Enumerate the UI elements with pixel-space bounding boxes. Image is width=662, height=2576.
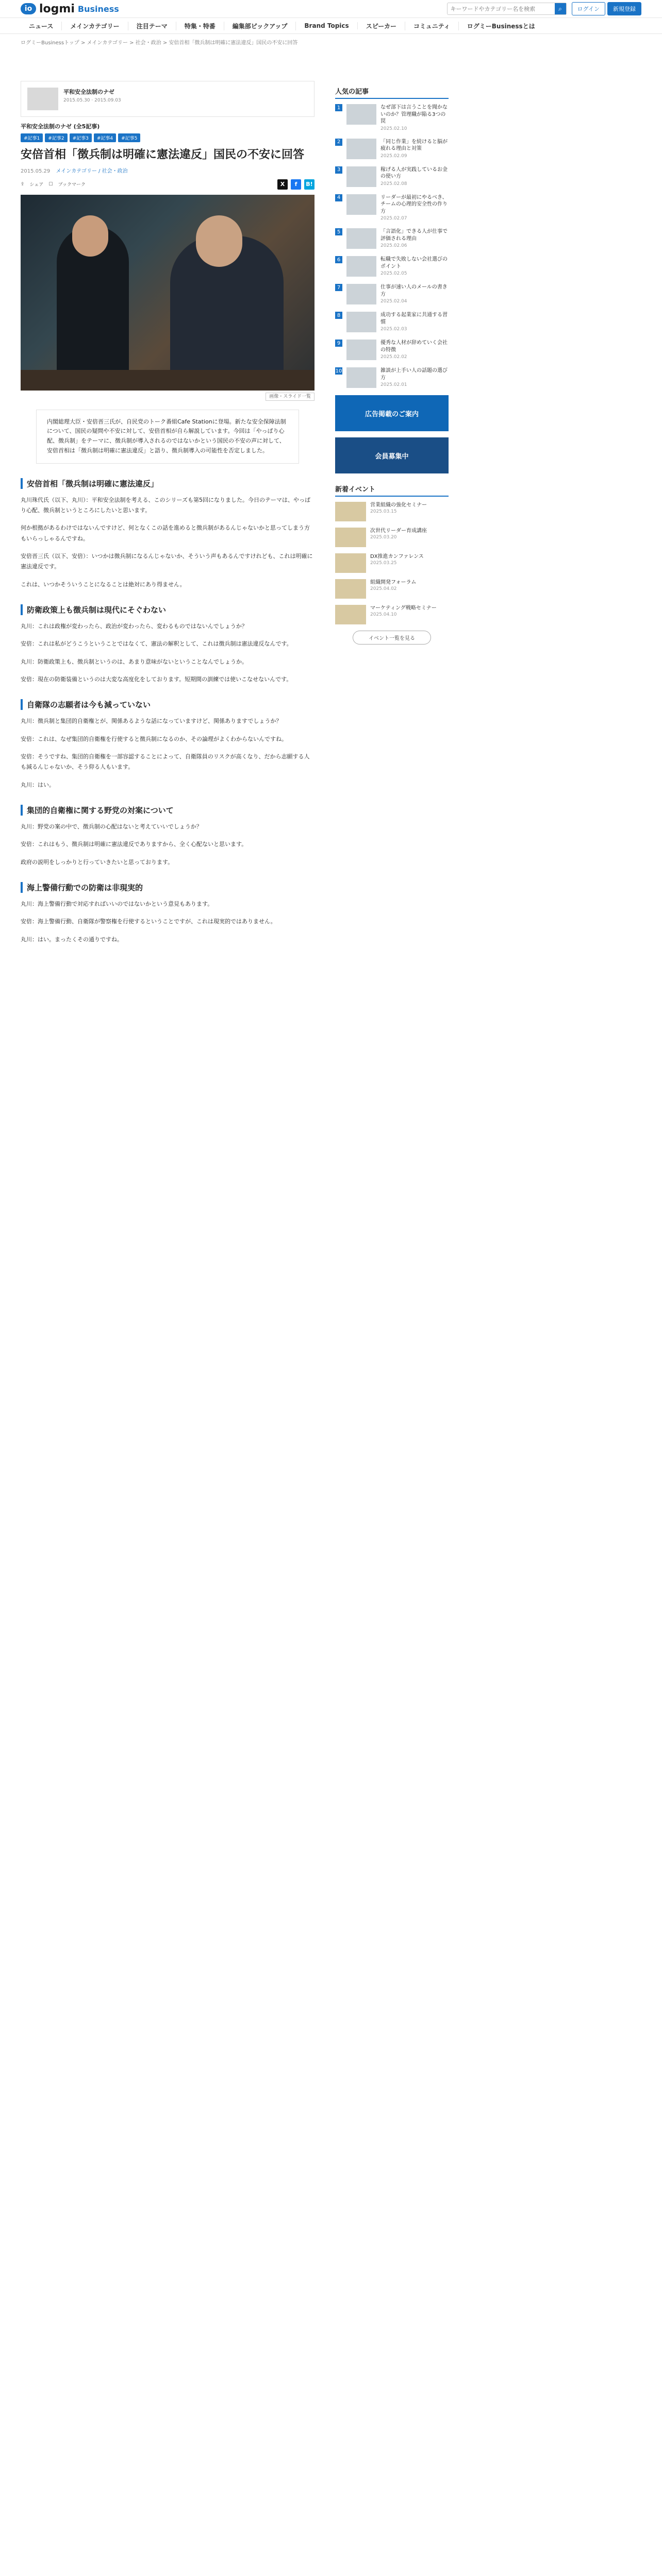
section-heading: 防衛政策上も徴兵制は現代にそぐわない bbox=[21, 604, 315, 615]
paragraph: 安倍：現在の防衛装備というのは大変な高度化をしております。短期間の訓練では使いこなせないんです。 bbox=[21, 675, 292, 683]
rank-title: 仕事が速い人のメールの書き方 bbox=[380, 284, 448, 297]
rank-thumbnail bbox=[346, 312, 376, 332]
ranking-item[interactable] bbox=[335, 284, 449, 304]
tag-article-2[interactable]: #記事2 bbox=[45, 133, 67, 142]
tag-article-3[interactable]: #記事3 bbox=[70, 133, 92, 142]
rank-thumbnail bbox=[346, 284, 376, 304]
ranking-item[interactable] bbox=[335, 228, 449, 249]
rank-number: 8 bbox=[335, 312, 342, 319]
events-more-button[interactable]: イベント一覧を見る bbox=[353, 631, 431, 645]
series-banner-title: 平和安全法制のナゼ bbox=[63, 89, 114, 95]
ranking-item[interactable] bbox=[335, 139, 449, 159]
event-thumbnail bbox=[335, 553, 366, 573]
rank-title: 優秀な人材が辞めていく会社の特徴 bbox=[380, 340, 448, 353]
rank-thumbnail bbox=[346, 367, 376, 388]
rank-number: 7 bbox=[335, 284, 342, 291]
nav-item-speakers[interactable]: スピーカー bbox=[358, 22, 405, 30]
header bbox=[0, 0, 662, 18]
photo-table bbox=[21, 370, 315, 391]
login-button[interactable]: ログイン bbox=[572, 2, 605, 15]
share-label[interactable]: シェア bbox=[29, 182, 44, 188]
article-date: 2015.05.29 bbox=[21, 168, 51, 174]
facebook-share-icon[interactable]: f bbox=[291, 179, 301, 190]
rank-date: 2025.02.02 bbox=[380, 354, 407, 360]
paragraph: 安倍晋三氏（以下、安倍）：いつかは徴兵制になるんじゃないか、そういう声もあるんですけれども、これは明確に憲法違反です。 bbox=[21, 552, 313, 570]
article-meta bbox=[21, 166, 315, 174]
rank-date: 2025.02.10 bbox=[380, 126, 407, 131]
nav-item-community[interactable]: コミュニティ bbox=[405, 22, 459, 30]
nav-item-news[interactable]: ニュース bbox=[21, 22, 62, 30]
rank-date: 2025.02.06 bbox=[380, 243, 407, 248]
rank-title: 「同じ作業」を続けると脳が疲れる理由と対策 bbox=[380, 139, 448, 151]
paragraph: 丸川：徴兵制と集団的自衛権とが、関係あるような話になっていますけど、関係ありますでしょうか？ bbox=[21, 718, 282, 725]
event-thumbnail bbox=[335, 502, 366, 521]
ranking-item[interactable] bbox=[335, 256, 449, 277]
paragraph: 丸川：はい。 bbox=[21, 781, 55, 788]
rank-number: 10 bbox=[335, 368, 342, 374]
main-nav bbox=[0, 18, 662, 34]
section-heading: 集団的自衛権に関する野党の対案について bbox=[21, 805, 315, 816]
search-input[interactable] bbox=[448, 4, 555, 14]
rank-thumbnail bbox=[346, 139, 376, 159]
rank-title: 転職で失敗しない会社選びのポイント bbox=[380, 257, 448, 269]
rank-date: 2025.02.09 bbox=[380, 153, 407, 159]
rank-number: 1 bbox=[335, 104, 342, 111]
event-thumbnail bbox=[335, 579, 366, 599]
event-item[interactable] bbox=[335, 579, 449, 599]
rank-date: 2025.02.03 bbox=[380, 327, 407, 332]
logo-mark-icon: io bbox=[21, 3, 36, 14]
event-date: 2025.03.25 bbox=[370, 560, 397, 566]
bookmark-icon[interactable]: ☐ bbox=[48, 181, 53, 187]
breadcrumb[interactable]: ログミーBusinessトップ > メインカテゴリー > 社会・政治 > 安倍首相「徴兵制は明確に憲法違反」国民の不安に回答 bbox=[21, 40, 298, 46]
rank-thumbnail bbox=[346, 166, 376, 187]
ranking-item[interactable] bbox=[335, 367, 449, 388]
paragraph: 丸川珠代氏（以下、丸川）：平和安全法制を考える、このシリーズも第5回になりました。今日のテーマは、やっぱり心配、徴兵制というところにしたいと思います。 bbox=[21, 496, 310, 514]
event-date: 2025.03.15 bbox=[370, 509, 397, 514]
rank-thumbnail bbox=[346, 340, 376, 360]
paragraph: 安倍：これはもう、徴兵制は明確に憲法違反でありますから、全く心配ないと思います。 bbox=[21, 841, 247, 848]
rank-thumbnail bbox=[346, 194, 376, 215]
series-banner[interactable] bbox=[21, 81, 315, 117]
event-date: 2025.04.02 bbox=[370, 586, 397, 591]
series-tags bbox=[21, 133, 315, 142]
event-date: 2025.04.10 bbox=[370, 612, 397, 617]
event-thumbnail bbox=[335, 528, 366, 547]
tag-article-1[interactable]: #記事1 bbox=[21, 133, 43, 142]
article-hero-photo bbox=[21, 195, 315, 391]
events-list bbox=[335, 502, 449, 624]
paragraph: 丸川：防衛政策上も、徴兵制というのは、あまり意味がないということなんでしょうか。 bbox=[21, 658, 247, 665]
nav-item-picks[interactable]: 編集部ピックアップ bbox=[224, 22, 296, 30]
sidebar bbox=[335, 50, 449, 952]
ranking-item[interactable] bbox=[335, 312, 449, 332]
paragraph: これは、いつかそういうことになることは絶対にあり得ません。 bbox=[21, 581, 186, 588]
nav-item-main-category[interactable]: メインカテゴリー bbox=[62, 22, 128, 30]
ranking-item[interactable] bbox=[335, 194, 449, 222]
paragraph: 政府の説明をしっかりと行っていきたいと思っております。 bbox=[21, 858, 174, 866]
series-banner-meta: 2015.05.30 · 2015.09.03 bbox=[63, 98, 121, 103]
rank-thumbnail bbox=[346, 228, 376, 249]
paragraph: 丸川：海上警備行動で対応すればいいのではないかという意見もあります。 bbox=[21, 901, 213, 908]
gallery-link[interactable]: 画像・スライド一覧 bbox=[266, 393, 315, 401]
ranking-title: 人気の記事 bbox=[335, 86, 449, 99]
ranking-list bbox=[335, 104, 449, 388]
rank-thumbnail bbox=[346, 256, 376, 277]
article-summary: 内閣総理大臣・安倍晋三氏が、自民党のトーク番組Cafe Stationに登場。新たな安全保障法制について、国民の疑問や不安に対して、安倍首相が自ら解説しています。今回は「やっぱり心配、徴兵制」をテーマに、徴兵制が導入されるのではないかという国民の不安の声に対して、安倍首相は「徴兵制は明確に憲法違反」と語り、徴兵制導入の可能性を否定しました。 bbox=[36, 410, 299, 464]
ranking-item[interactable] bbox=[335, 104, 449, 131]
nav-item-themes[interactable]: 注目テーマ bbox=[128, 22, 176, 30]
ranking-item[interactable] bbox=[335, 166, 449, 187]
bookmark-label[interactable]: ブックマーク bbox=[58, 182, 86, 188]
paragraph: 安倍：海上警備行動、自衛隊が警察権を行使するということですが、これは現実的ではありません。 bbox=[21, 918, 276, 925]
ad-label: 広告掲載のご案内 bbox=[365, 410, 419, 418]
paragraph: 安倍：そうですね、集団的自衛権を一部容認することによって、自衛隊員のリスクが高くなり、だから志願する人も減るんじゃないか、そう仰る人もいます。 bbox=[21, 753, 310, 771]
photo-person-right-head bbox=[196, 215, 242, 267]
event-date: 2025.03.20 bbox=[370, 534, 397, 540]
event-title: 次世代リーダー育成講座 bbox=[370, 528, 427, 534]
top-actions bbox=[572, 2, 641, 15]
event-title: 営業組織の強化セミナー bbox=[370, 502, 427, 508]
section-heading: 自衛隊の志願者は今も減っていない bbox=[21, 699, 315, 710]
search-box bbox=[447, 3, 567, 15]
signup-button[interactable]: 新規登録 bbox=[607, 2, 641, 15]
ad-banner-membership[interactable] bbox=[335, 437, 449, 473]
rank-title: リーダーが最初にやるべき、チームの心理的安全性の作り方 bbox=[380, 194, 448, 214]
nav-item-features[interactable]: 特集・特番 bbox=[176, 22, 224, 30]
rank-title: 成功する起業家に共通する習慣 bbox=[380, 312, 448, 325]
event-title: DX推進カンファレンス bbox=[370, 554, 424, 560]
rank-date: 2025.02.07 bbox=[380, 216, 407, 221]
paragraph: 丸川：野党の案の中で、徴兵制の心配はないと考えていいでしょうか？ bbox=[21, 823, 202, 831]
rank-number: 9 bbox=[335, 340, 342, 347]
paragraph: 安倍：これは私がどうこうということではなくて、憲法の解釈として、これは徴兵制は憲法違反なんです。 bbox=[21, 640, 292, 648]
ranking-item[interactable] bbox=[335, 340, 449, 360]
paragraph: 何か根拠があるわけではないんですけど、何となくこの話を進めると徴兵制があるんじゃないかと思ってしまう方もいらっしゃるんですね。 bbox=[21, 524, 310, 542]
ad-label: 会員募集中 bbox=[375, 452, 409, 461]
paragraph: 丸川：これは政権が変わったら、政治が変わったら、変わるものではないんでしょうか？ bbox=[21, 622, 247, 630]
photo-person-left-head bbox=[72, 215, 108, 257]
section-heading: 安倍首相「徴兵制は明確に憲法違反」 bbox=[21, 478, 315, 489]
section-heading: 海上警備行動での防衛は非現実的 bbox=[21, 882, 315, 893]
rank-title: 稼げる人が実践しているお金の使い方 bbox=[380, 166, 448, 179]
paragraph: 丸川：はい。まったくその通りですね。 bbox=[21, 936, 123, 943]
event-title: マーケティング戦略セミナー bbox=[370, 605, 437, 611]
article-main bbox=[21, 50, 315, 952]
hatena-share-icon[interactable]: B! bbox=[304, 179, 315, 190]
rank-date: 2025.02.04 bbox=[380, 299, 407, 304]
logo-sub: Business bbox=[77, 4, 119, 14]
rank-number: 6 bbox=[335, 256, 342, 263]
ad-banner-advertising[interactable] bbox=[335, 395, 449, 431]
rank-number: 2 bbox=[335, 139, 342, 146]
event-title: 組織開発フォーラム bbox=[370, 580, 417, 585]
rank-title: 雑談が上手い人の話題の選び方 bbox=[380, 368, 448, 381]
nav-item-about[interactable]: ログミーBusinessとは bbox=[467, 22, 535, 30]
logo[interactable] bbox=[21, 3, 119, 15]
rank-date: 2025.02.05 bbox=[380, 271, 407, 276]
event-item[interactable] bbox=[335, 553, 449, 573]
event-item[interactable] bbox=[335, 502, 449, 521]
rank-number: 3 bbox=[335, 166, 342, 174]
rank-title: なぜ部下は言うことを聞かないのか？管理職が陥る3つの罠 bbox=[380, 105, 448, 124]
rank-date: 2025.02.08 bbox=[380, 181, 407, 187]
nav-item-brand-topics[interactable]: Brand Topics bbox=[296, 22, 357, 29]
rank-title: 「言語化」できる人が仕事で評価される理由 bbox=[380, 229, 448, 242]
share-bar bbox=[21, 179, 315, 190]
events-title: 新着イベント bbox=[335, 484, 449, 497]
logo-text: logmi bbox=[39, 2, 75, 15]
event-item[interactable] bbox=[335, 605, 449, 624]
series-thumbnail bbox=[27, 88, 58, 110]
paragraph: 安倍：これは、なぜ集団的自衛権を行使すると徴兵制になるのか、その論理がよくわからないんですね。 bbox=[21, 735, 287, 742]
tag-article-5[interactable]: #記事5 bbox=[118, 133, 140, 142]
article-category[interactable]: メインカテゴリー / 社会・政治 bbox=[56, 168, 128, 174]
share-icon[interactable]: ⇪ bbox=[21, 181, 25, 187]
tag-article-4[interactable]: #記事4 bbox=[94, 133, 116, 142]
rank-date: 2025.02.01 bbox=[380, 382, 407, 387]
rank-number: 5 bbox=[335, 228, 342, 235]
event-thumbnail bbox=[335, 605, 366, 624]
article-title: 安倍首相「徴兵制は明確に憲法違反」国民の不安に回答 bbox=[21, 148, 305, 161]
x-share-icon[interactable]: X bbox=[277, 179, 288, 190]
series-label: 平和安全法制のナゼ (全5記事) bbox=[21, 123, 100, 130]
rank-thumbnail bbox=[346, 104, 376, 125]
rank-number: 4 bbox=[335, 194, 342, 201]
event-item[interactable] bbox=[335, 528, 449, 547]
search-icon[interactable]: ⌕ bbox=[555, 3, 566, 14]
